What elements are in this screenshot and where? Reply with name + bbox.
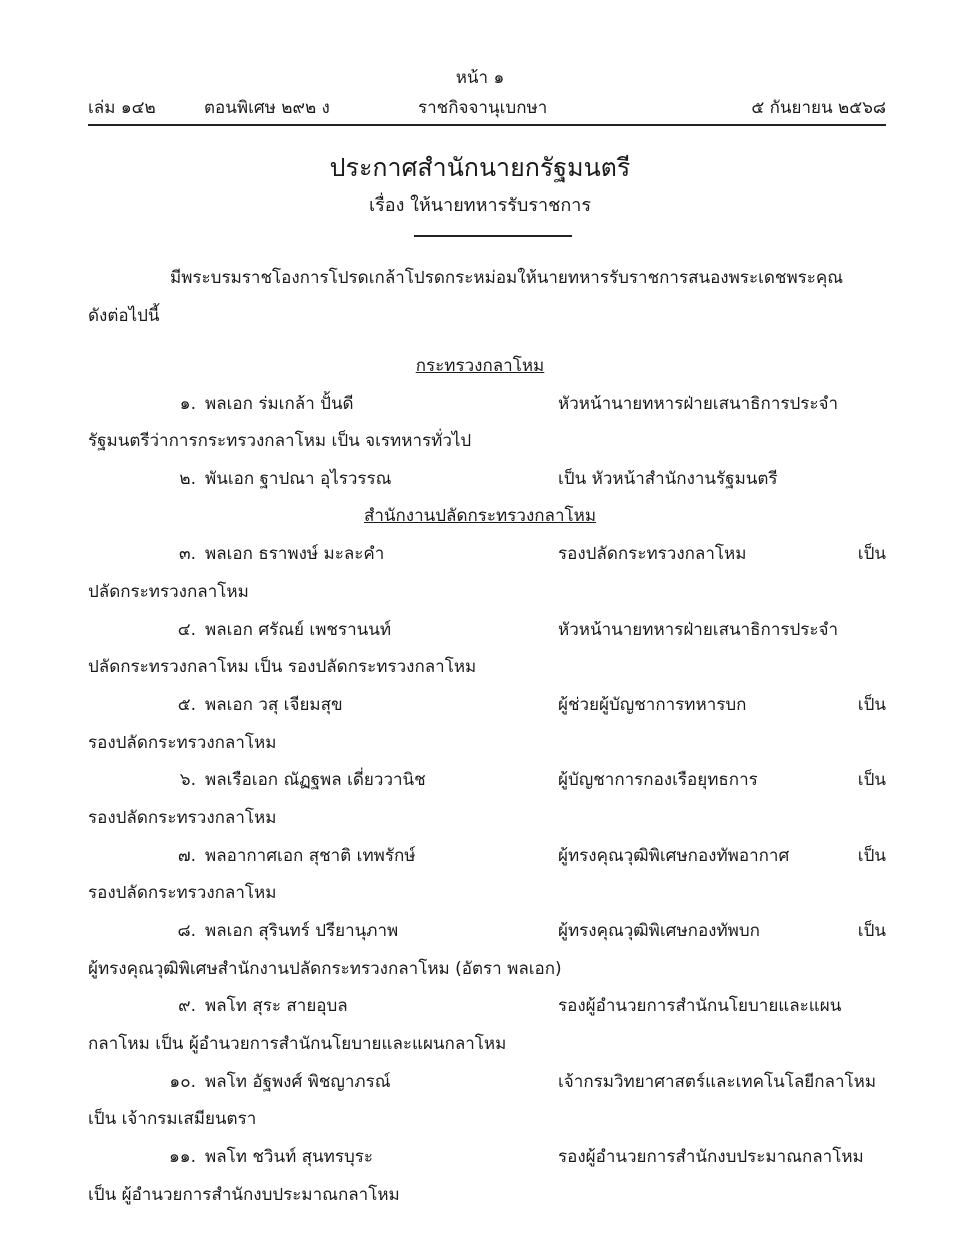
header-divider — [88, 124, 886, 126]
section-heading: กระทรวงกลาโหม — [415, 356, 545, 376]
document-title: ประกาศสำนักนายกรัฐมนตรี — [329, 153, 631, 182]
document-subject: เรื่อง ให้นายทหารรับราชการ — [368, 195, 592, 216]
list-item-continuation: กลาโหม เป็น ผู้อำนวยการสำนักนโยบายและแผนกลาโหม — [88, 1034, 507, 1054]
intro-paragraph: มีพระบรมราชโองการโปรดเกล้าโปรดกระหม่อมให้นายทหารรับราชการสนองพระเดชพระคุณ — [170, 268, 844, 288]
section-heading: สำนักงานปลัดกระทรวงกลาโหม — [363, 506, 597, 526]
list-item-continuation: รองปลัดกระทรวงกลาโหม — [88, 733, 277, 753]
list-item-continuation: ปลัดกระทรวงกลาโหม เป็น รองปลัดกระทรวงกลาโหม — [88, 657, 477, 677]
intro-paragraph-continued: ดังต่อไปนี้ — [88, 306, 160, 326]
list-item-continuation: รัฐมนตรีว่าการกระทรวงกลาโหม เป็น จเรทหารทั่วไป — [88, 431, 472, 451]
list-item-continuation: รองปลัดกระทรวงกลาโหม — [88, 883, 277, 903]
page-number: หน้า ๑ — [455, 68, 505, 88]
gazette-header — [88, 94, 886, 120]
gazette-page: หน้า ๑ เล่ม ๑๔๒ ตอนพิเศษ ๒๙๒ ง ราชกิจจานุเบกษา ๕ กันยายน ๒๕๖๘ ประกาศสำนักนายกรัฐมนตรี เรื่อง ให้นายทหารรับราชการ มีพระบรมราชโองการโปรดเกล้าโปรดกระหม่อมให้นายทหารรับราชการสนองพระเดชพระคุณ ดังต่อไปนี้ กระทรวงกลาโหม ๑. พลเอก ร่มเกล้า ปั้นดี หัวหน้านายทหารฝ่ายเสนาธิการประจำ รัฐมนตรีว่าการกระทรวงกลาโหม เป็น จเรทหารทั่วไป ๒. พันเอก ฐาปณา อุไรวรรณ เป็น หัวหน้าสำนักงานรัฐมนตรี สำนักงานปลัดกระทรวงกลาโหม ๓. พลเอก ธราพงษ์ มะละคำ รองปลัดกระทรวงกลาโหม เป็น ปลัดกระทรวงกลาโหม ๔. พลเอก ศรัณย์ เพชรานนท์ หัวหน้านายทหารฝ่ายเสนาธิการประจำ ปลัดกระทรวงกลาโหม เป็น รองปลัดกระทรวงกลาโหม ๕. พลเอก วสุ เจียมสุข ผู้ช่วยผู้บัญชาการทหารบก เป็น รองปลัดกระทรวงกลาโหม ๖. พลเรือเอก ณัฏฐพล เดี่ยววานิช ผู้บัญชาการกองเรือยุทธการ เป็น รองปลัดกระทรวงกลาโหม ๗. พลอากาศเอก สุชาติ เทพรักษ์ ผู้ทรงคุณวุฒิพิเศษกองทัพอากาศ เป็น รองปลัดกระทรวงกลาโหม ๘. พลเอก สุรินทร์ ปรียานุภาพ ผู้ทรงคุณวุฒิพิเศษกองทัพบก เป็น ผู้ทรงคุณวุฒิพิเศษสำนักงานปลัดกระทรวงกลาโหม (อัตรา พลเอก) ๙. พลโท สุระ สายอุบล รองผู้อำนวยการสำนักนโยบายและแผน กลาโหม เป็น ผู้อำนวยการสำนักนโยบายและแผนกลาโหม ๑๐. พลโท อัฐพงศ์ พิชญาภรณ์ เจ้ากรมวิทยาศาสตร์และเทคโนโลยีกลาโหม เป็น เจ้ากรมเสมียนตรา ๑๑. พลโท ชวินท์ สุนทรบุระ รองผู้อำนวยการสำนักงบประมาณกลาโหม เป็น ผู้อำนวยการสำนักงบประมาณกลาโหม — [0, 0, 960, 1236]
list-item-continuation: ผู้ทรงคุณวุฒิพิเศษสำนักงานปลัดกระทรวงกลาโหม (อัตรา พลเอก) — [88, 959, 562, 979]
publication-name: ราชกิจจานุเบกษา — [418, 98, 548, 118]
volume-label: เล่ม ๑๔๒ — [88, 98, 156, 118]
list-item-continuation: เป็น ผู้อำนวยการสำนักงบประมาณกลาโหม — [88, 1185, 400, 1205]
issue-label: ตอนพิเศษ ๒๙๒ ง — [204, 98, 330, 118]
publication-date: ๕ กันยายน ๒๕๖๘ — [751, 98, 886, 118]
title-divider — [414, 235, 572, 237]
list-item-continuation: ปลัดกระทรวงกลาโหม — [88, 582, 249, 602]
list-item-continuation: เป็น เจ้ากรมเสมียนตรา — [88, 1109, 257, 1129]
list-item-continuation: รองปลัดกระทรวงกลาโหม — [88, 808, 277, 828]
